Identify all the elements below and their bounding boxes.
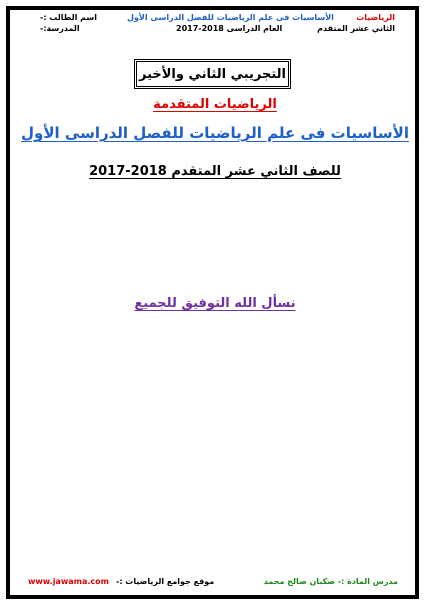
course-title: الأساسيات فى علم الرياضيات للفصل الدراسى الأول [21, 124, 409, 142]
footer-site-label: موقع جوامع الرياضيات :- [116, 577, 215, 586]
header-school-label: المدرسة:- [40, 24, 80, 33]
subject-title: الرياضيات المتقدمة [153, 97, 277, 112]
exam-title: التجريبي الثاني والأخير [138, 66, 287, 82]
wish-text: نسأل الله التوفيق للجميع [134, 296, 296, 311]
header-doc-title: الأساسيات فى علم الرياضيات للفصل الدراسى الأول [127, 13, 334, 22]
header-school-year: العام الدراسى 2018-2017 [176, 24, 283, 33]
header-grade: الثاني عشر المتقدم [317, 24, 395, 33]
footer-site-url[interactable]: www.jawama.com [28, 577, 109, 586]
header-subject: الرياضيات [356, 13, 395, 22]
grade-line: للصف الثاني عشر المتقدم 2018-2017 [89, 164, 341, 179]
footer-teacher: مدرس المادة :- صكبان صالح محمد [263, 577, 398, 586]
header-student-name-label: اسم الطالب :- [40, 13, 97, 22]
exam-title-box [134, 59, 291, 89]
